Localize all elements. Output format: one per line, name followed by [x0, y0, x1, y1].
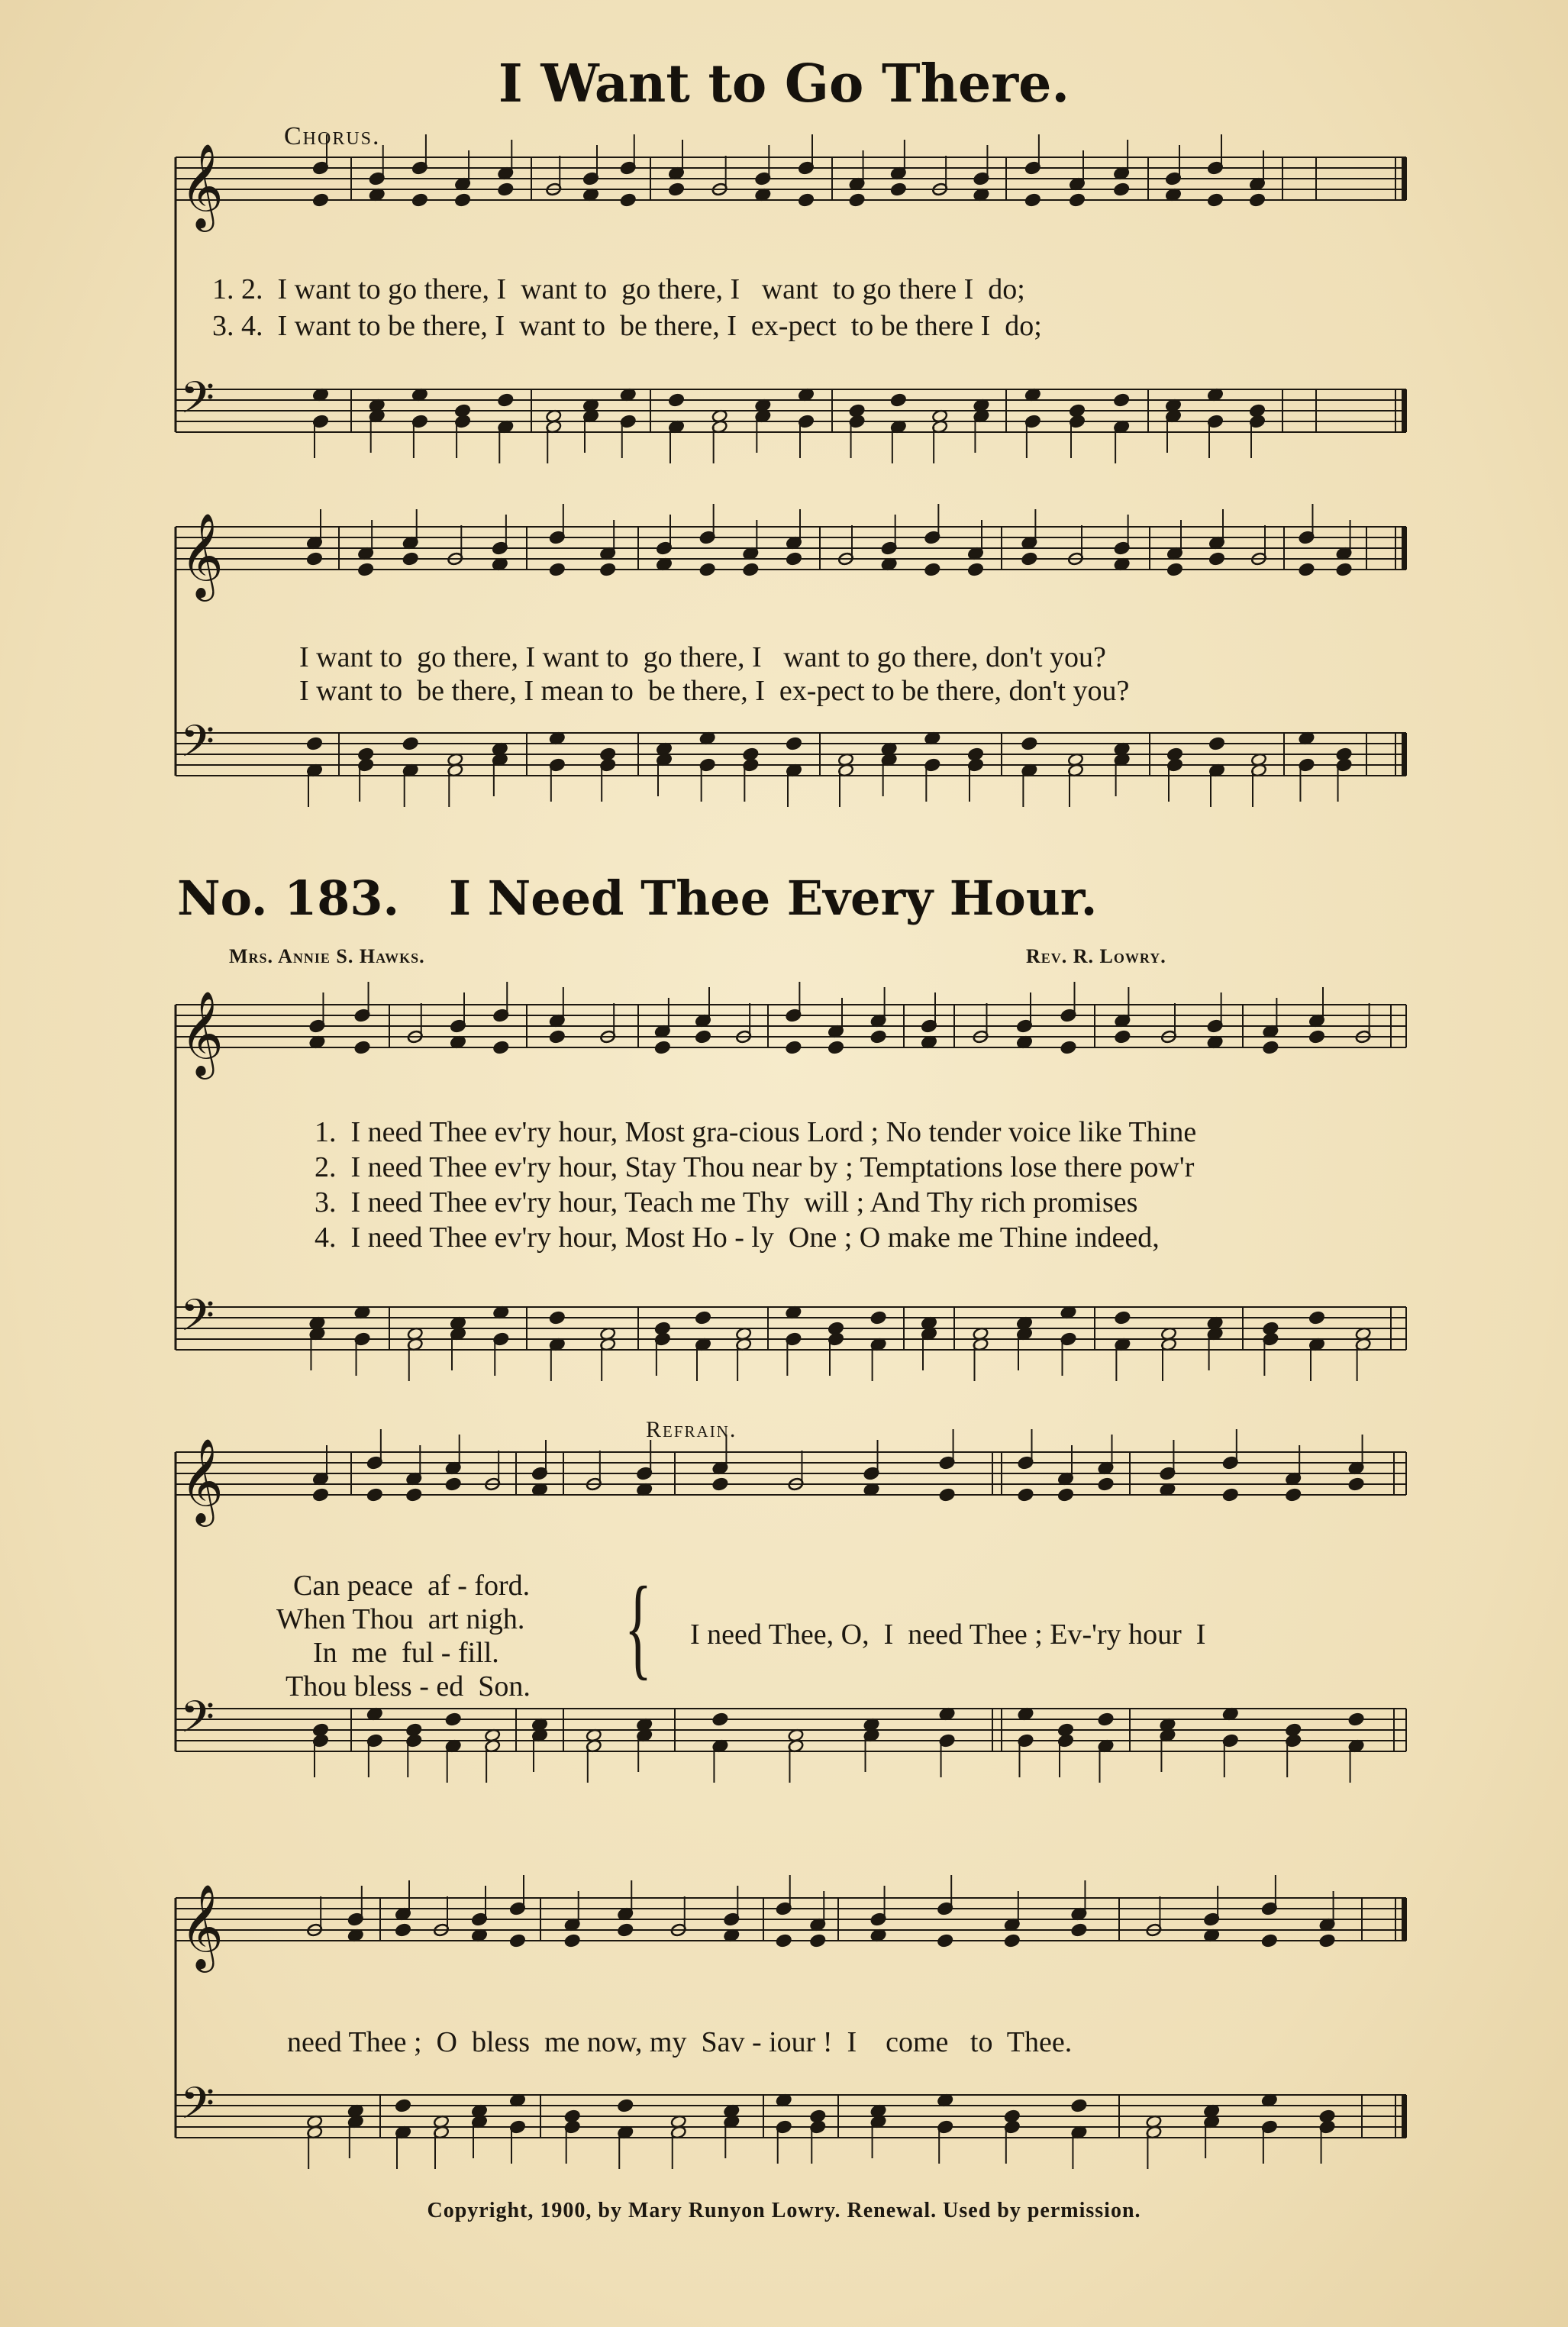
hymn2-verse-4: 4. I need Thee ev'ry hour, Most Ho - ly One ; O make me Thine indeed,	[315, 1222, 1160, 1254]
hymn-number: No. 183.	[177, 870, 400, 926]
hymn2-verse-3: 3. I need Thee ev'ry hour, Teach me Thy will ; And Thy rich promises	[315, 1186, 1138, 1218]
svg-text:𝄞: 𝄞	[180, 143, 224, 228]
svg-text:𝄞: 𝄞	[180, 990, 224, 1076]
svg-text:𝄞: 𝄞	[180, 512, 224, 598]
svg-text:𝄞: 𝄞	[180, 1438, 224, 1523]
hymn2-verse-2: 2. I need Thee ev'ry hour, Stay Thou near by ; Temptations lose there pow'r	[315, 1151, 1195, 1183]
svg-text:𝄢: 𝄢	[180, 372, 215, 434]
hymn1-lyric-line-2: 3. 4. I want to be there, I want to be there, I ex-pect to be there I do;	[212, 310, 1042, 342]
svg-text:𝄞: 𝄞	[180, 1883, 224, 1969]
hymn2-verse-ending-3: In me ful - fill.	[313, 1637, 499, 1669]
hymn1-lyric-line-3: I want to go there, I want to go there, I want to go there, don't you?	[299, 641, 1106, 673]
verse-brace: {	[624, 1564, 652, 1690]
hymn2-verse-ending-1: Can peace af - ford.	[293, 1570, 531, 1602]
svg-text:𝄢: 𝄢	[180, 1691, 215, 1754]
hymn-title-i-want-to-go-there: I Want to Go There.	[498, 53, 1070, 115]
lyricist-credit: Mrs. Annie S. Hawks.	[229, 945, 425, 967]
composer-credit: Rev. R. Lowry.	[1026, 945, 1166, 967]
hymn-title-i-need-thee-every-hour: I Need Thee Every Hour.	[449, 870, 1098, 926]
copyright-footer: Copyright, 1900, by Mary Runyon Lowry. Renewal. Used by permission.	[427, 2199, 1141, 2222]
svg-text:𝄢: 𝄢	[180, 715, 215, 778]
hymn2-refrain-line-1: I need Thee, O, I need Thee ; Ev-'ry hour I	[690, 1619, 1206, 1651]
hymn2-refrain-line-2: need Thee ; O bless me now, my Sav - iour ! I come to Thee.	[287, 2026, 1073, 2058]
chorus-label: Chorus.	[284, 122, 381, 150]
svg-text:𝄢: 𝄢	[180, 2077, 215, 2140]
hymn2-verse-ending-4: Thou bless - ed Son.	[286, 1670, 531, 1702]
refrain-label: Refrain.	[646, 1417, 737, 1442]
hymn2-verse-ending-2: When Thou art nigh.	[276, 1603, 525, 1635]
hymn2-verse-1: 1. I need Thee ev'ry hour, Most gra-cious Lord ; No tender voice like Thine	[315, 1116, 1197, 1148]
hymn1-lyric-line-1: 1. 2. I want to go there, I want to go there, I want to go there I do;	[212, 273, 1025, 305]
hymn1-lyric-line-4: I want to be there, I mean to be there, I ex-pect to be there, don't you?	[299, 675, 1130, 707]
svg-text:𝄢: 𝄢	[180, 1289, 215, 1352]
